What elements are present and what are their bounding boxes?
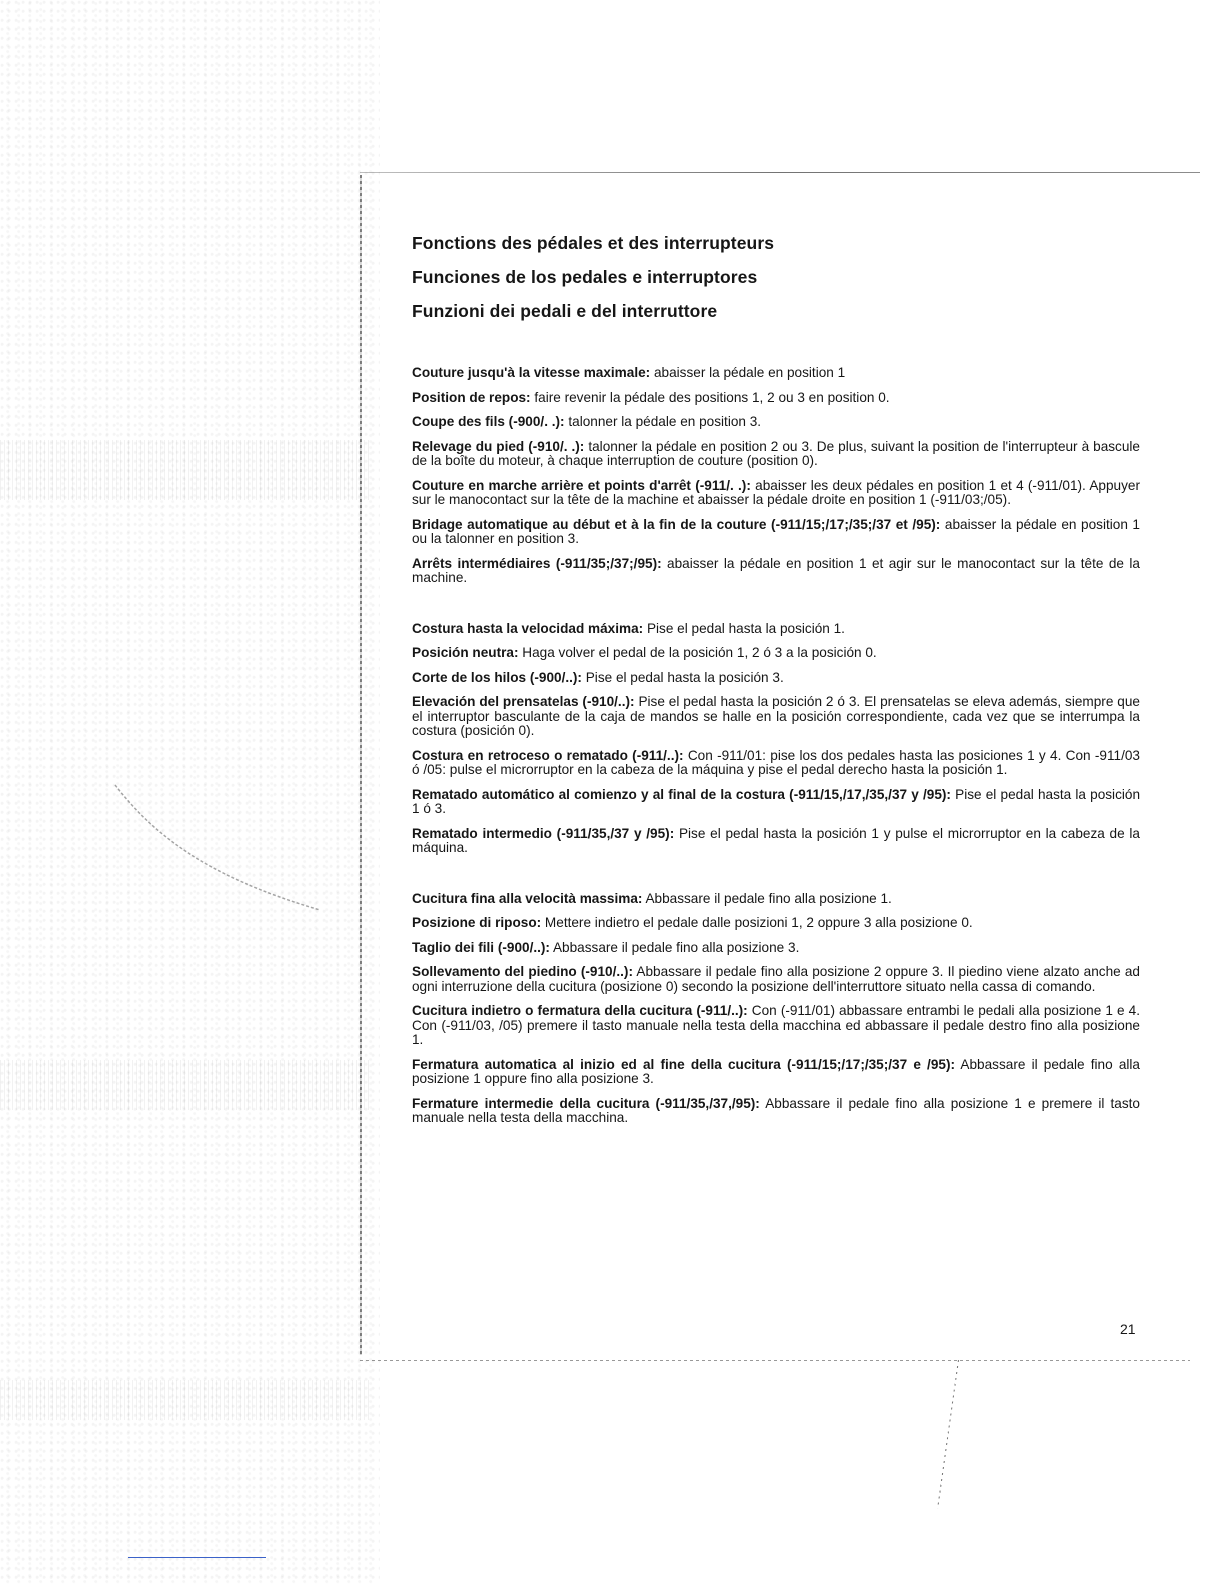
page-edge-top (360, 172, 1200, 173)
paragraph-it (412, 941, 1140, 956)
title-italian: Funzioni dei pedali e del interruttore (412, 301, 718, 321)
paragraph-text: Con -911/01: pise los dos pedales hasta las posiciones 1 y 4. Con -911/03 ó /05: pulse el microrruptor en la cabeza de la máquina y pise el pedal derecho hasta la posición 1. (412, 747, 1140, 777)
paragraph-lead: Cucitura fina alla velocità massima: (412, 890, 643, 906)
paragraph-lead: Coupe des fils (-900/. .): (412, 414, 565, 429)
paragraph-lead: Relevage du pied (-910/. .): (412, 438, 585, 454)
paragraph-text: Pise el pedal hasta la posición 1 ó 3. (412, 786, 1141, 816)
paragraph-text: Pise el pedal hasta la posición 1. (643, 620, 845, 636)
paragraph-text: Abbassare il pedale fino alla posizione 1. (642, 890, 892, 906)
paragraph-text: talonner la pédale en position 2 ou 3. De plus, suivant la position de l'interrupteur à bascule de la boîte du moteur, à chaque interruption de couture (position 0). (412, 438, 1140, 468)
section-french (412, 366, 1140, 586)
page-number: 21 (1120, 1321, 1136, 1337)
document-content (412, 226, 1140, 1162)
paragraph-it (412, 1058, 1140, 1087)
scan-line (937, 1360, 959, 1509)
paragraph-lead: Fermatura automatica al inizio ed al fine della cucitura (-911/15;/17;/35;/37 e /95): (412, 1056, 955, 1072)
paragraph-text: Pise el pedal hasta la posición 2 ó 3. El prensatelas se eleva además, siempre que el interruptor basculante de la caja de mandos se halle en la posición correspondiente, cada vez que se interrumpa la costura (posición 0). (412, 694, 1140, 738)
blue-underline-mark (128, 1557, 266, 1558)
paragraph-text: Abbassare il pedale fino alla posizione 2 oppure 3. Il piedino viene alzato anche ad ogni interruzione della cucitura (posizione 0) secondo la posizione dell'interruttore situato nella cassa di comando. (412, 964, 1140, 994)
paragraph-lead: Arrêts intermédiaires (-911/35;/37;/95): (412, 555, 662, 571)
paragraph-lead: Couture jusqu'à la vitesse maximale: (412, 365, 651, 380)
paragraph-text: abaisser la pédale en position 1 et agir sur le manocontact sur la tête de la machine. (412, 555, 1140, 585)
scan-noise-band (0, 440, 370, 500)
paragraph-lead: Cucitura indietro o fermatura della cucitura (-911/..): (412, 1003, 748, 1018)
paragraph-it (412, 892, 1140, 907)
scan-noise-band (0, 1060, 370, 1110)
paragraph-lead: Rematado intermedio (-911/35,/37 y /95): (412, 825, 675, 841)
paragraph-text: abaisser les deux pédales en position 1 et 4 (-911/01). Appuyer sur le manocontact sur la tête de la machine et abaisser la pédale droite en position 1 (-911/03;/05). (412, 477, 1140, 507)
paragraph-it (412, 916, 1140, 931)
paragraph-lead: Taglio dei fili (-900/..): (412, 939, 550, 955)
paragraph-lead: Rematado automático al comienzo y al final de la costura (-911/15,/17,/35,/37 y /95): (412, 786, 951, 802)
paragraph-lead: Posizione di riposo: (412, 915, 542, 930)
paragraph-lead: Costura hasta la velocidad máxima: (412, 620, 644, 636)
paragraph-fr (412, 557, 1140, 586)
paragraph-text: abaisser la pédale en position 1 (650, 365, 846, 380)
paragraph-es (412, 827, 1140, 856)
title-block (412, 226, 1140, 328)
paragraph-text: Pise el pedal hasta la posición 1 y pulse el microrruptor en la cabeza de la máquina. (412, 825, 1140, 855)
section-italian (412, 892, 1140, 1126)
paragraph-lead: Bridage automatique au début et à la fin de la couture (-911/15;/17;/35;/37 et /95): (412, 516, 941, 532)
paragraph-text: abaisser la pédale en position 1 ou la talonner en position 3. (412, 516, 1140, 546)
scan-curve-mark (110, 780, 330, 940)
title-spanish: Funciones de los pedales e interruptores (412, 267, 758, 287)
paragraph-text: Con (-911/01) abbassare entrambi le pedali alla posizione 1 e 4. Con (-911/03, /05) premere il tasto manuale nella testa della macchina ed abbassare il pedale destro fino alla posizione 1. (412, 1003, 1140, 1047)
paragraph-fr (412, 415, 1140, 430)
paragraph-lead: Fermature intermedie della cucitura (-911/35,/37,/95): (412, 1095, 760, 1111)
paragraph-es (412, 671, 1140, 686)
paragraph-fr (412, 440, 1140, 469)
paragraph-es (412, 788, 1140, 817)
paragraph-text: Mettere indietro el pedale dalle posizioni 1, 2 oppure 3 alla posizione 0. (541, 915, 973, 930)
paragraph-es (412, 749, 1140, 778)
paragraph-text: talonner la pédale en position 3. (564, 414, 762, 429)
page-edge-bottom (360, 1360, 1190, 1361)
paragraph-es (412, 646, 1140, 661)
page-edge-left (360, 175, 362, 1355)
paragraph-text: Pise el pedal hasta la posición 3. (581, 669, 784, 685)
paragraph-fr (412, 479, 1140, 508)
paragraph-it (412, 965, 1140, 994)
paragraph-text: Abbassare il pedale fino alla posizione 1 e premere il tasto manuale nella testa della macchina. (412, 1095, 1140, 1125)
paragraph-text: Abbassare il pedale fino alla posizione 3. (549, 939, 800, 955)
paragraph-it (412, 1004, 1140, 1048)
paragraph-lead: Posición neutra: (412, 645, 519, 660)
paragraph-lead: Elevación del prensatelas (-910/..): (412, 694, 635, 709)
section-spanish (412, 622, 1140, 856)
paragraph-text: Haga volver el pedal de la posición 1, 2 ó 3 a la posición 0. (518, 645, 877, 660)
paragraph-lead: Couture en marche arrière et points d'arrêt (-911/. .): (412, 477, 751, 493)
paragraph-fr (412, 366, 1140, 381)
paragraph-es (412, 622, 1140, 637)
paragraph-it (412, 1097, 1140, 1126)
paragraph-lead: Costura en retroceso o rematado (-911/..): (412, 747, 684, 763)
paragraph-lead: Sollevamento del piedino (-910/..): (412, 964, 633, 979)
paragraph-text: faire revenir la pédale des positions 1, 2 ou 3 en position 0. (530, 389, 890, 405)
paragraph-text: Abbassare il pedale fino alla posizione 1 oppure fino alla posizione 3. (412, 1056, 1140, 1086)
paragraph-fr (412, 518, 1140, 547)
paragraph-es (412, 695, 1140, 739)
paragraph-lead: Position de repos: (412, 389, 531, 405)
paragraph-fr (412, 391, 1140, 406)
title-french: Fonctions des pédales et des interrupteurs (412, 233, 775, 253)
paragraph-lead: Corte de los hilos (-900/..): (412, 669, 582, 685)
scan-noise-band (0, 1380, 370, 1420)
